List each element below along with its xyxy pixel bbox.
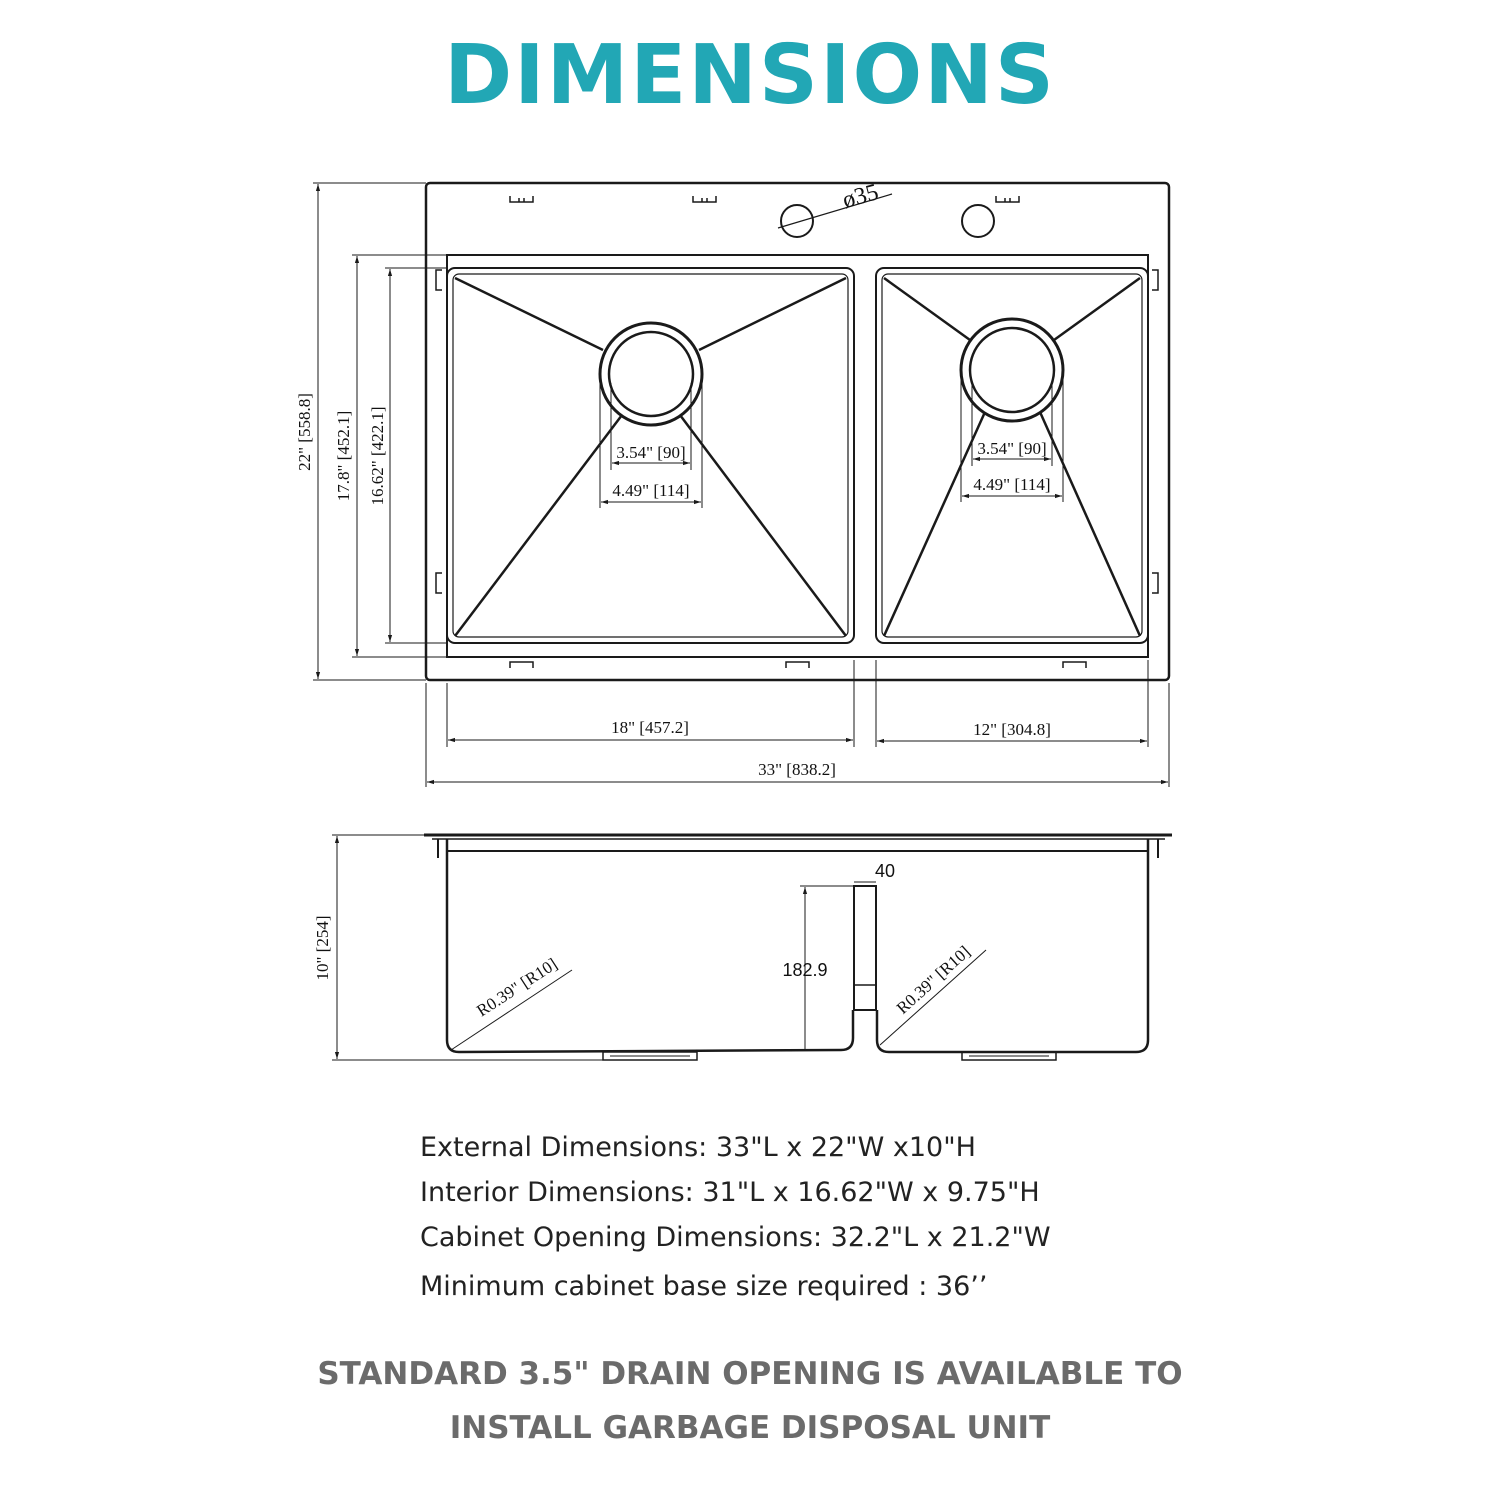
right-drain-inner-label: 3.54" [90]	[977, 439, 1047, 458]
mount-clip	[510, 196, 533, 202]
divider-thickness-label: 40	[874, 861, 896, 881]
mount-clip	[786, 662, 809, 668]
side-view	[332, 835, 1172, 1060]
right-drain-outer-label: 4.49" [114]	[973, 475, 1051, 494]
footer-note	[0, 1347, 1500, 1455]
spec-external: External Dimensions: 33"L x 22"W x10"H	[420, 1132, 976, 1163]
spec-minimum: Minimum cabinet base size required : 36’’	[420, 1271, 988, 1302]
divider-height-label: 182.9	[782, 960, 828, 980]
specs-list	[420, 1125, 1320, 1309]
mount-clip	[510, 662, 533, 668]
faucet-hole-right	[962, 205, 994, 237]
mount-clip	[693, 196, 716, 202]
page-title: DIMENSIONS	[444, 28, 1056, 123]
right-bowl-width-label: 12" [304.8]	[973, 720, 1051, 739]
spec-cabinet: Cabinet Opening Dimensions: 32.2"L x 21.2"W	[420, 1222, 1051, 1253]
left-drain	[600, 323, 702, 425]
overall-width-label: 33" [838.2]	[758, 760, 836, 779]
mount-clip	[996, 196, 1019, 202]
inner-depth-inner-label: 16.62" [422.1]	[368, 406, 387, 506]
mount-clip	[1063, 662, 1086, 668]
mount-clip	[436, 573, 442, 593]
footer-line-1: STANDARD 3.5" DRAIN OPENING IS AVAILABLE TO	[317, 1356, 1183, 1392]
right-drain	[961, 319, 1063, 421]
mount-clip	[436, 270, 442, 290]
left-drain-inner-label: 3.54" [90]	[616, 443, 686, 462]
sink-outline	[426, 183, 1169, 680]
footer-line-2: INSTALL GARBAGE DISPOSAL UNIT	[449, 1410, 1051, 1446]
overall-depth-label: 22" [558.8]	[295, 393, 314, 471]
left-bowl-width-label: 18" [457.2]	[611, 718, 689, 737]
faucet-hole-label: ø35	[839, 179, 882, 214]
bowl-divider	[854, 886, 876, 1010]
mount-clip	[1152, 270, 1158, 290]
left-radius-label: R0.39" [R10]	[473, 954, 561, 1021]
inner-depth-outer-label: 17.8" [452.1]	[334, 410, 353, 502]
right-bowl-profile	[874, 839, 1148, 1052]
faucet-hole-left	[781, 205, 813, 237]
left-drain-outer-label: 4.49" [114]	[612, 481, 690, 500]
left-bowl-profile	[447, 839, 853, 1052]
spec-interior: Interior Dimensions: 31"L x 16.62"W x 9.75"H	[420, 1177, 1040, 1208]
mount-clip	[1152, 573, 1158, 593]
right-radius-label: R0.39" [R10]	[892, 942, 974, 1018]
side-height-label: 10" [254]	[313, 915, 332, 981]
